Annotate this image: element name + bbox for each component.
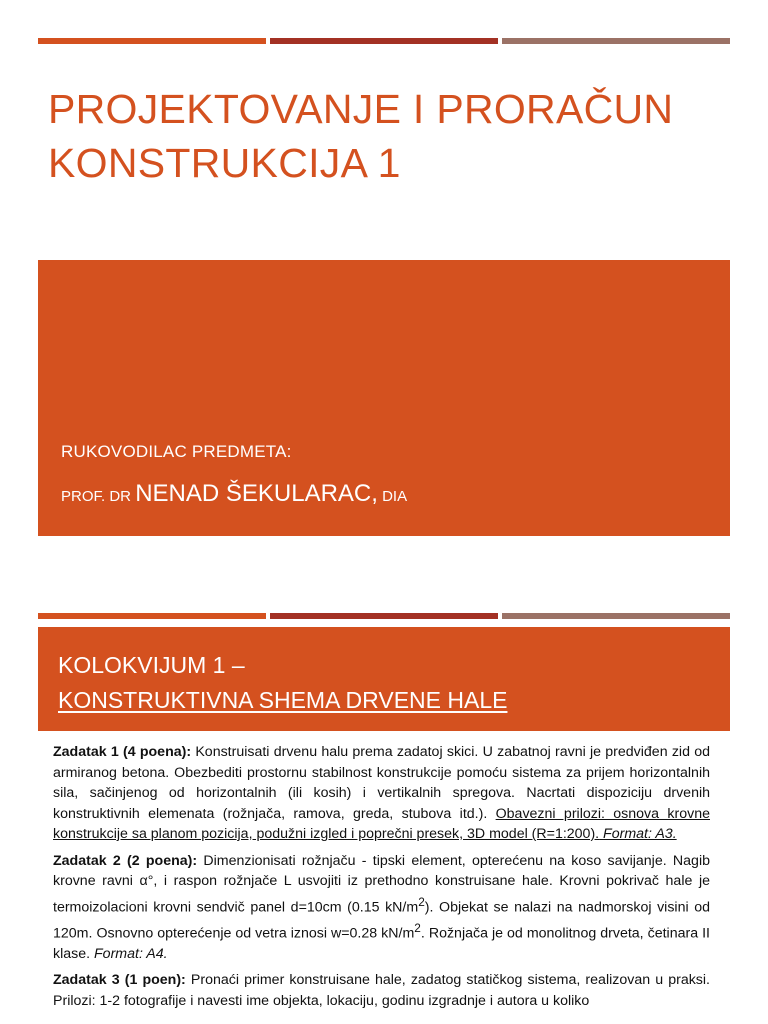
slide-title-line1: PROJEKTOVANJE I PRORAČUN bbox=[48, 86, 674, 132]
lecturer-name bbox=[61, 480, 407, 508]
top-accent-bars bbox=[38, 38, 730, 44]
task-1 bbox=[53, 742, 710, 845]
lecturer-panel bbox=[38, 260, 730, 536]
task-2-text-a: Dimenzionisati rožnjaču - tipski element, opterećenu na koso savijanje. Nagib krovne ravni α°, i raspon rožnjače L usvojiti iz prethodno konstruisane hale. Krovni pokrivač hale je termoizolacioni krovni sendvič panel d=10cm (0.15 kN/m bbox=[53, 852, 710, 916]
colloquium-title: KOLOKVIJUM 1 – bbox=[58, 652, 245, 678]
task-1-required-attachments: Obavezni prilozi: osnova krovne konstrukcije sa planom pozicija, podužni izgled i poprečni presek, 3D model (R=1:200). bbox=[53, 805, 710, 842]
lecturer-prefix: PROF. DR bbox=[61, 488, 136, 505]
task-3 bbox=[53, 970, 710, 1011]
lecturer-label: RUKOVODILAC PREDMETA: bbox=[61, 442, 292, 461]
task-2-sup-2: 2 bbox=[414, 920, 421, 935]
slide-title bbox=[48, 82, 738, 190]
task-2-title: Zadatak 2 (2 poena): bbox=[53, 852, 198, 869]
lecturer-fullname: NENAD ŠEKULARAC, bbox=[135, 480, 378, 507]
accent-bar-red bbox=[270, 613, 498, 619]
accent-bar-taupe bbox=[502, 613, 730, 619]
task-1-text: Konstruisati drvenu halu prema zadatoj skici. U zabatnoj ravni je predviđen zid od armiranog betona. Obezbediti prostornu stabilnost konstrukcije pomoću sistema za prijem horizontalnih sila, sačinjenog od horizontalnih (ili kosih) i vertikalnih spregova. Nacrtati dispoziciju drvenih konstruktivnih elemenata (rožnjača, ramova, greda, stubova itd.). bbox=[53, 744, 710, 822]
task-3-title: Zadatak 3 (1 poen): bbox=[53, 972, 186, 989]
task-1-format: Format: A3. bbox=[599, 826, 677, 842]
middle-accent-bars bbox=[38, 613, 730, 619]
task-3-text: Pronaći primer konstruisane hale, zadatog statičkog sistema, realizovan u praksi. Prilozi: 1-2 fotografije i navesti ime objekta, lokaciju, godinu izgradnje i autora u koliko bbox=[53, 972, 710, 1009]
task-2-sup-1: 2 bbox=[418, 894, 425, 909]
accent-bar-taupe bbox=[502, 38, 730, 44]
colloquium-header bbox=[38, 627, 730, 731]
task-list bbox=[53, 742, 710, 1017]
task-1-title: Zadatak 1 (4 poena): bbox=[53, 744, 192, 760]
task-2 bbox=[53, 851, 710, 965]
accent-bar-red bbox=[270, 38, 498, 44]
task-2-text-c: . Rožnjača je od monolitnog drveta, četinara II klase. bbox=[53, 925, 710, 962]
task-2-format: Format: A4. bbox=[94, 945, 168, 962]
slide-title-line2: KONSTRUKCIJA 1 bbox=[48, 140, 401, 186]
colloquium-subtitle: KONSTRUKTIVNA SHEMA DRVENE HALE bbox=[58, 687, 508, 713]
task-2-text-b: ). Objekat se nalazi na nadmorskoj visini od 120m. Osnovno opterećenje od vetra iznosi w=0.28 kN/m bbox=[53, 899, 711, 942]
accent-bar-orange bbox=[38, 38, 266, 44]
lecturer-suffix: DIA bbox=[377, 488, 408, 505]
accent-bar-orange bbox=[38, 613, 266, 619]
